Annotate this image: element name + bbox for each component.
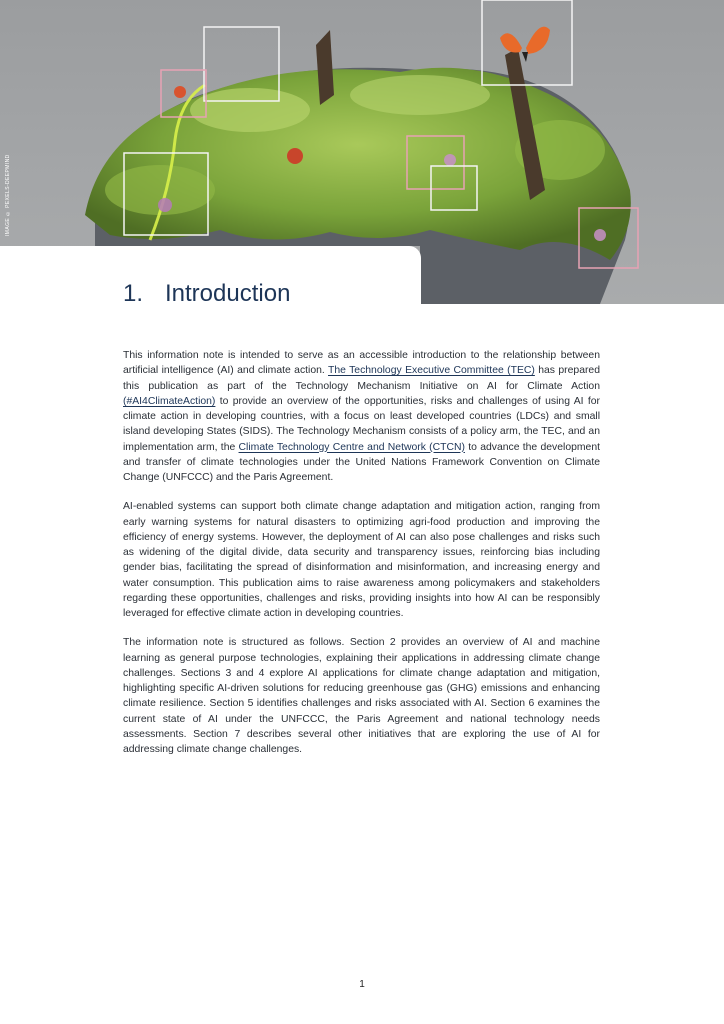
paragraph-2: AI-enabled systems can support both climate change adaptation and mitigation action, ranging from early warning systems for natural disasters to optimizing agri-food production and improving the efficiency of energy systems. However, the deployment of AI can also pose challenges and risks such as widening of the digital divide, data security and transparency issues, reinforcing bias including gender bias, facilitating the spread of disinformation and misinformation, and increasing energy and water consumption. This publication aims to raise awareness among policymakers and stakeholders regarding these opportunities, challenges and risks, providing insights into how AI can be responsibly leveraged for effective climate action in developing countries. — [123, 501, 600, 619]
section-number: 1. — [123, 280, 144, 307]
link-ai4climateaction[interactable]: (#AI4ClimateAction) — [123, 395, 216, 407]
paragraph-1: This information note is intended to serve as an accessible introduction to the relationship between artificial intelligence (AI) and climate action. The Technology Executive Committee (TEC) has prepared this publication as part of the Technology Mechanism Initiative on AI for Climate Action (#AI4ClimateAction) to provide an overview of the opportunities, risks and challenges of using AI for climate action in developing countries, with a focus on least developed countries (LDCs) and small island developing States (SIDS). The Technology Mechanism consists of a policy arm, the TEC, and an implementation arm, the Climate Technology Centre and Network (CTCN) to advance the development and transfer of climate technologies under the United Nations Framework Convention on Climate Change (UNFCCC) and the Paris Agreement. — [123, 350, 600, 483]
page-title — [123, 280, 290, 308]
link-ctcn[interactable]: Climate Technology Centre and Network (CTCN) — [238, 441, 465, 453]
paragraph-3: The information note is structured as follows. Section 2 provides an overview of AI and machine learning as general purpose technologies, explaining their applications in addressing climate change challenges. Sections 3 and 4 explore AI applications for climate change adaptation and mitigation, highlighting specific AI-driven solutions for reducing greenhouse gas (GHG) emissions and enhancing climate resilience. Section 5 identifies challenges and risks associated with AI. Section 6 examines the current state of AI under the UNFCCC, the Paris Agreement and national technology needs assessments. Section 7 describes several other initiatives that are exploring the use of AI for addressing climate change challenges. — [123, 637, 600, 755]
body-text — [123, 348, 600, 771]
page-number: 1 — [359, 979, 365, 990]
image-caption: IMAGE © PEXELS-DEEPMIND — [5, 154, 11, 236]
frame-3 — [482, 0, 572, 85]
section-title: Introduction — [165, 280, 291, 307]
link-tec[interactable]: The Technology Executive Committee (TEC) — [328, 365, 535, 377]
